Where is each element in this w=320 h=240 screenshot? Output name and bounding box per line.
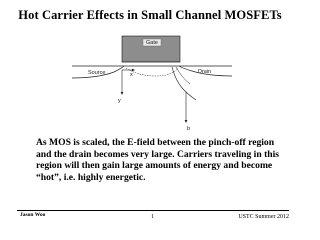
b-marker-label: b (187, 126, 191, 132)
slide-title: Hot Carrier Effects in Small Channel MOSFETs (18, 8, 282, 22)
x-axis-arrowhead (132, 69, 135, 72)
gate-label: Gate (146, 40, 158, 47)
footer-course: USTC Summer 2012 (238, 214, 289, 220)
mosfet-diagram (68, 30, 236, 132)
slide-body-text: As MOS is scaled, the E-field between the pinch-off region and the drain becomes very large. Carriers traveling in this region will then gain large amounts of energy and become “hot”, i.e. highly energetic. (36, 137, 280, 183)
footer-page-number: 1 (151, 214, 154, 220)
b-marker-arrowhead (185, 120, 188, 123)
footer-author: Jason Woo (20, 212, 46, 218)
y-axis-label: y (118, 98, 121, 104)
y-axis-arrowhead (121, 92, 124, 95)
footer-divider (17, 210, 289, 211)
x-axis-label: x (130, 72, 133, 78)
drain-label: Drain (198, 69, 212, 75)
depletion-edge (126, 68, 178, 76)
mosfet-cross-section-figure (68, 30, 236, 132)
field-line (172, 67, 196, 100)
source-label: Source (88, 70, 106, 76)
